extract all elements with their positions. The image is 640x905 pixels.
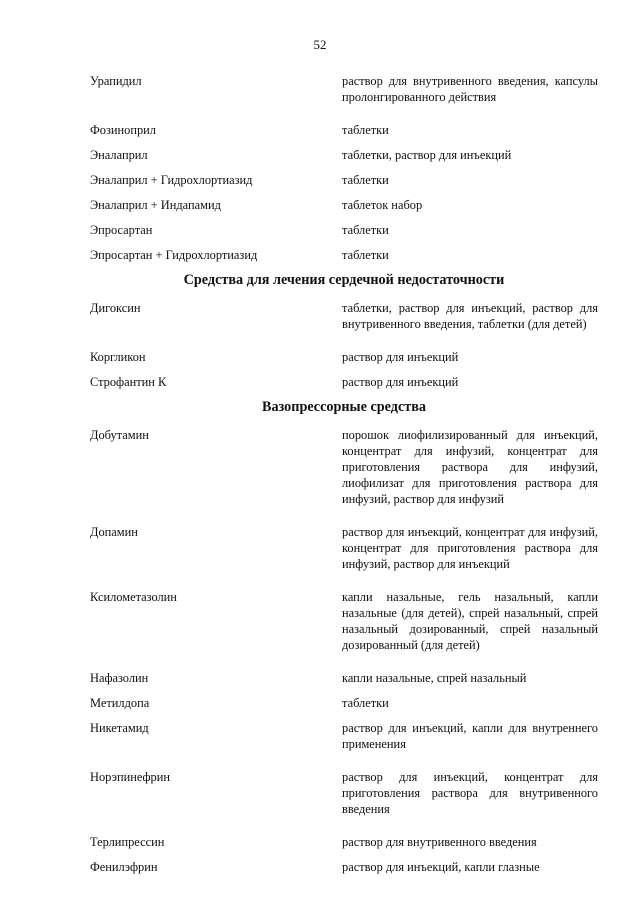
table-row (90, 222, 598, 238)
table-row (90, 769, 598, 817)
drug-name: Урапидил (90, 74, 142, 88)
drug-name: Допамин (90, 525, 138, 539)
table-row (90, 247, 598, 263)
table-row (90, 427, 598, 507)
drug-name: Никетамид (90, 721, 149, 735)
table-row (90, 834, 598, 850)
page-number: 52 (313, 37, 327, 52)
drug-form: раствор для внутривенного введения (342, 835, 537, 849)
table-row (90, 524, 598, 572)
drug-name: Фенилэфрин (90, 860, 158, 874)
drug-form: капли назальные, гель назальный, капли назальные (для детей), спрей назальный, спрей назальный дозированный, спрей назальный дозированный (для детей) (342, 590, 598, 652)
drug-name: Метилдопа (90, 696, 150, 710)
section-antihypertensive (90, 73, 598, 263)
drug-name: Добутамин (90, 428, 149, 442)
drug-form: раствор для инъекций, концентрат для инфузий, концентрат для приготовления раствора для инфузий, раствор для инъекций (342, 525, 598, 571)
drug-form: раствор для инъекций, концентрат для приготовления раствора для внутривенного введения (342, 770, 598, 816)
drug-name: Эпросартан + Гидрохлортиазид (90, 248, 258, 262)
table-row (90, 197, 598, 213)
drug-name: Нафазолин (90, 671, 149, 685)
table-row (90, 374, 598, 390)
table-row (90, 695, 598, 711)
drug-form: порошок лиофилизированный для инъекций, концентрат для инфузий, концентрат для приготовления раствора для инфузий, лиофилизат для приготовления раствора для инфузий, раствор для инфузий (342, 428, 598, 506)
drug-name: Строфантин К (90, 375, 167, 389)
drug-form: капли назальные, спрей назальный (342, 671, 527, 685)
table-row (90, 300, 598, 332)
drug-form: раствор для внутривенного введения, капсулы пролонгированного действия (342, 74, 598, 104)
drug-list (90, 73, 598, 884)
drug-form: таблетки (342, 173, 389, 187)
drug-form: раствор для инъекций, капли глазные (342, 860, 540, 874)
table-row (90, 859, 598, 875)
drug-name: Дигоксин (90, 301, 141, 315)
table-row (90, 720, 598, 752)
drug-name: Фозиноприл (90, 123, 156, 137)
section-heart-failure (90, 272, 598, 390)
drug-name: Эналаприл + Индапамид (90, 198, 221, 212)
section-heading: Вазопрессорные средства (262, 399, 426, 415)
drug-form: таблетки, раствор для инъекций, раствор для внутривенного введения, таблетки (для детей) (342, 301, 598, 331)
drug-form: таблетки (342, 696, 389, 710)
table-row (90, 670, 598, 686)
drug-name: Коргликон (90, 350, 146, 364)
drug-form: таблетки, раствор для инъекций (342, 148, 512, 162)
drug-name: Норэпинефрин (90, 770, 170, 784)
table-row (90, 172, 598, 188)
drug-form: таблетки (342, 223, 389, 237)
table-row (90, 589, 598, 653)
drug-form: таблетки (342, 123, 389, 137)
drug-form: раствор для инъекций, капли для внутреннего применения (342, 721, 598, 751)
section-vasopressor (90, 399, 598, 875)
drug-form: раствор для инъекций (342, 375, 459, 389)
section-heading: Средства для лечения сердечной недостаточности (183, 272, 505, 288)
drug-form: таблетки (342, 248, 389, 262)
drug-name: Эналаприл (90, 148, 148, 162)
table-row (90, 349, 598, 365)
table-row (90, 147, 598, 163)
drug-form: таблеток набор (342, 198, 423, 212)
drug-name: Ксилометазолин (90, 590, 177, 604)
table-row (90, 122, 598, 138)
table-row (90, 73, 598, 105)
drug-name: Терлипрессин (90, 835, 165, 849)
drug-name: Эпросартан (90, 223, 153, 237)
drug-name: Эналаприл + Гидрохлортиазид (90, 173, 253, 187)
drug-form: раствор для инъекций (342, 350, 459, 364)
